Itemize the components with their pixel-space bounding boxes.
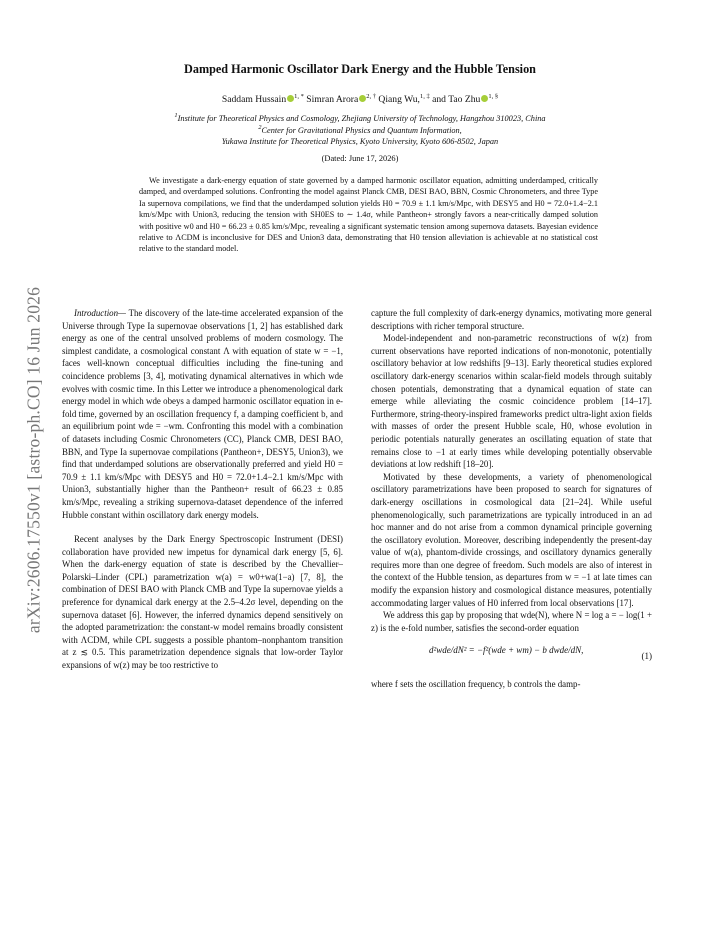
equation-1 — [371, 638, 652, 674]
author-affiliation-marker: 1, ‡ — [419, 93, 430, 100]
affiliation-line — [0, 137, 720, 146]
affiliation-text: Institute for Theoretical Physics and Cosmology, Zhejiang University of Technology, Hangzhou 310023, China — [177, 113, 546, 123]
date-line: (Dated: June 17, 2026) — [321, 154, 399, 163]
body-paragraph: where f sets the oscillation frequency, b controls the damp- — [371, 679, 581, 690]
body-paragraph: capture the full complexity of dark-energy dynamics, motivating more general descriptions with richer temporal structure. — [371, 308, 652, 331]
affiliation-text: Yukawa Institute for Theoretical Physics, Kyoto University, Kyoto 606-8502, Japan — [221, 137, 499, 146]
author-list — [0, 93, 720, 105]
affiliation-text: Center for Gravitational Physics and Quantum Information, — [261, 125, 462, 135]
body-paragraph: Motivated by these developments, a variety of phenomenological oscillatory parametrizations have been proposed to search for signatures of dark-energy oscillations in cosmological data [21–24]. While useful phenomenologically, such parametrizations are typically introduced in an ad hoc manner and do not arise from a common dynamical principle governing the oscillatory evolution. Moreover, describing independently the present-day value of w(a), phantom-divide crossings, and oscillatory dynamics generally requires more than one degree of freedom. Such models are also of interest in the context of the Hubble tension, as departures from w = −1 at late times can modify the expansion history and cosmological distance measures, potentially accommodating larger values of H0 inferred from local observations [17]. — [371, 471, 652, 608]
affiliation-line — [0, 112, 720, 123]
paragraph-text: The discovery of the late-time accelerated expansion of the Universe through Type Ia supernovae observations [1, 2] has established dark energy as one of the central unsolved problems of modern cosmology. The simplest candidate, a cosmological constant Λ with equation of state w = −1, faces well-known conceptual difficulties including the fine-tuning and coincidence problems [3, 4], motivating dynamical alternatives in which wde evolves with cosmic time. In this Letter we introduce a phenomenological dark energy model in which wde obeys a damped harmonic oscillator equation in e-fold time, governed by an oscillation frequency f, a damping coefficient b, and an equilibrium point wde = −wm. Confronting this model with a combination of datasets including Cosmic Chronometers (CC), Planck CMB, DESI BAO, BBN, and Type Ia supernovae compilations (Pantheon+, DESY5, Union3), we find that underdamped solutions are observationally preferred and yield H0 = 70.9 ± 1.1 km/s/Mpc with DESY5 and H0 = 72.0+1.4−2.1 km/s/Mpc with Union3, substantially higher than the Pantheon+ result of 66.23 ± 0.85 km/s/Mpc, revealing a striking supernova-dataset dependence of the inferred Hubble constant within oscillatory dark energy models. — [62, 308, 343, 520]
left-column — [62, 307, 343, 672]
author-affiliation-marker: 1, § — [488, 93, 499, 100]
equation-body: d²wde/dN² = −f²(wde + wm) − b dwde/dN, — [429, 645, 584, 656]
affiliation-line — [0, 124, 720, 135]
intro-paragraph — [62, 307, 343, 521]
arxiv-sidebar-identifier — [14, 230, 54, 690]
author-name: Tao Zhu — [448, 94, 481, 106]
author-affiliation-marker: 1, * — [294, 93, 304, 100]
author-name: Saddam Hussain — [221, 94, 287, 106]
equation-number: (1) — [641, 651, 652, 662]
arxiv-id-text: arXiv:2606.17550v1 [astro-ph.CO] 16 Jun 2026 — [23, 286, 44, 634]
body-paragraph: Model-independent and non-parametric reconstructions of w(z) from current observations have reported indications of non-monotonic, potentially oscillatory behavior at low redshifts [9–13]. Early theoretical studies explored oscillatory dark-energy scenarios within scalar-field models through suitably chosen potentials, demonstrating that a dynamical equation of state can emerge while alleviating the cosmic coincidence problem [14–17]. Furthermore, string-theory-inspired frameworks predict ultra-light axion fields with masses of order the present Hubble scale, H0, whose evolution in periodic potentials naturally generates an oscillating equation of state that remains close to −1 at early times while developing potentially observable deviations at low redshift [18–20]. — [371, 333, 652, 470]
affiliation-marker: 2 — [258, 124, 262, 131]
author-affiliation-marker: 2, † — [366, 93, 377, 100]
section-lead: Introduction— — [74, 308, 126, 318]
author-conjunction: and — [432, 94, 446, 106]
paper-title: Damped Harmonic Oscillator Dark Energy and the Hubble Tension — [184, 62, 536, 76]
author-name: Simran Arora — [306, 94, 359, 106]
right-column — [371, 307, 652, 691]
abstract: We investigate a dark-energy equation of state governed by a damped harmonic oscillator equation, admitting underdamped, critically damped, and overdamped solutions. Confronting the model against Planck CMB, DESI BAO, BBN, Cosmic Chronometers, and three Type Ia supernova compilations, we find that the underdamped solution yields H0 = 70.9 ± 1.1 km/s/Mpc, with DESY5 and H0 = 72.0+1.4−2.1 km/s/Mpc with Union3, reducing the tension with SH0ES to ∼ 1.4σ, while Pantheon+ strongly favors a near-critically damped solution with positive w0 and H0 = 66.23 ± 0.85 km/s/Mpc, revealing a significant systematic tension among supernova datasets. Bayesian evidence relative to ΛCDM is inconclusive for DES and Union3 data, demonstrating that H0 tension alleviation is achievable at no statistical cost relative to the standard model. — [139, 176, 598, 254]
body-paragraph: Recent analyses by the Dark Energy Spectroscopic Instrument (DESI) collaboration have provided new impetus for dynamical dark energy [5, 6]. When the dark-energy equation of state is described by the Chevallier–Polarski–Linder (CPL) parametrization w(a) = w0+wa(1−a) [7, 8], the combination of DESI BAO with Planck CMB and Type Ia supernovae yields a preference for dynamical dark energy at the 2.5–4.2σ level, depending on the supernova dataset [6]. However, the inferred dynamics depend sensitively on the adopted parametrization: the constant-w model remains broadly consistent with ΛCDM, while CPL suggests a possible phantom–nonphantom transition at z ≲ 0.5. This parametrization dependence signals that low-order Taylor expansions of w(z) may be too restrictive to — [62, 534, 343, 671]
affiliation-marker: 1 — [174, 112, 178, 119]
body-paragraph: We address this gap by proposing that wde(N), where N = log a = − log(1 + z) is the e-fold number, satisfies the second-order equation — [371, 610, 652, 633]
author-name: Qiang Wu, — [378, 94, 420, 106]
